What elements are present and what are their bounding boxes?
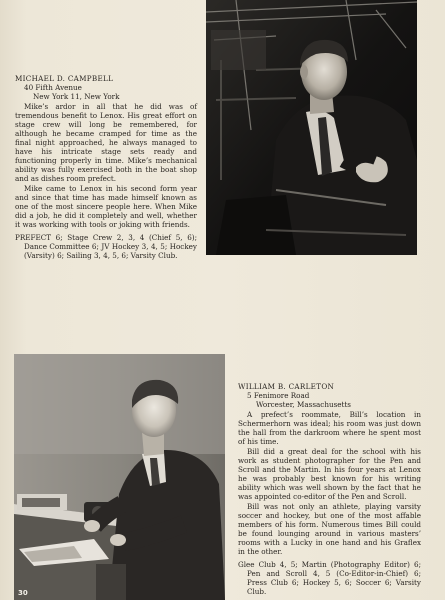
photo-michael-campbell — [206, 0, 417, 255]
page-number: 30 — [18, 589, 28, 597]
photo-william-carleton — [14, 354, 225, 600]
bio-william-carleton — [238, 382, 421, 596]
bio-paragraph: Bill did a great deal for the school with his work as student photographer for the Pen and Scroll and the Martin. In his four years at Lenox he was probably best known for his writing ability which was well shown by the fact that he was appointed co-editor of the Pen and Scroll. — [238, 447, 421, 501]
bio-michael-campbell — [15, 74, 197, 260]
portrait-photo-2 — [14, 354, 225, 600]
address-line: Worcester, Massachusetts — [256, 400, 351, 409]
address-line: 40 Fifth Avenue — [24, 83, 82, 92]
bio-paragraph: A prefect’s roommate, Bill’s location in Schermerhorn was ideal; his room was just down the hall from the darkroom where he spent most of his time. — [238, 410, 421, 446]
student-name: WILLIAM B. CARLETON — [238, 382, 335, 391]
address-line: 5 Fenimore Road — [247, 391, 310, 400]
activities-list: Glee Club 4, 5; Martin (Photography Editor) 6; Pen and Scroll 4, 5 (Co-Editor-in-Chief) 6; Press Club 6; Hockey 5, 6; Soccer 6; Varsity Club. — [238, 560, 421, 596]
portrait-photo-1 — [206, 0, 417, 255]
address-line: New York 11, New York — [33, 92, 120, 101]
bio-paragraph: Mike came to Lenox in his second form year and since that time has made himself known as one of the most sincere people here. When Mike did a job, he did it completely and well, whether it was working with tools or joking with friends. — [15, 184, 197, 229]
bio-paragraph: Mike’s ardor in all that he did was of tremendous benefit to Lenox. His great effort on stage crew will long be remembered, for although he became cramped for time as the final night approached, he always managed to have his intricate stage sets ready and functioning properly in time. Mike’s mechanical ability was fully exercised both in the boat shop and as dishes room prefect. — [15, 102, 197, 183]
bio-paragraph: Bill was not only an athlete, playing varsity soccer and hockey, but one of the most affable members of his form. Numerous times Bill could be found lounging around in various masters’ rooms with a Lucky in one hand and his Graflex in the other. — [238, 502, 421, 556]
student-name: MICHAEL D. CAMPBELL — [15, 74, 114, 83]
activities-list: PREFECT 6; Stage Crew 2, 3, 4 (Chief 5, 6); Dance Committee 6; JV Hockey 3, 4, 5; Hockey (Varsity) 6; Sailing 3, 4, 5, 6; Varsity Club. — [15, 233, 197, 260]
